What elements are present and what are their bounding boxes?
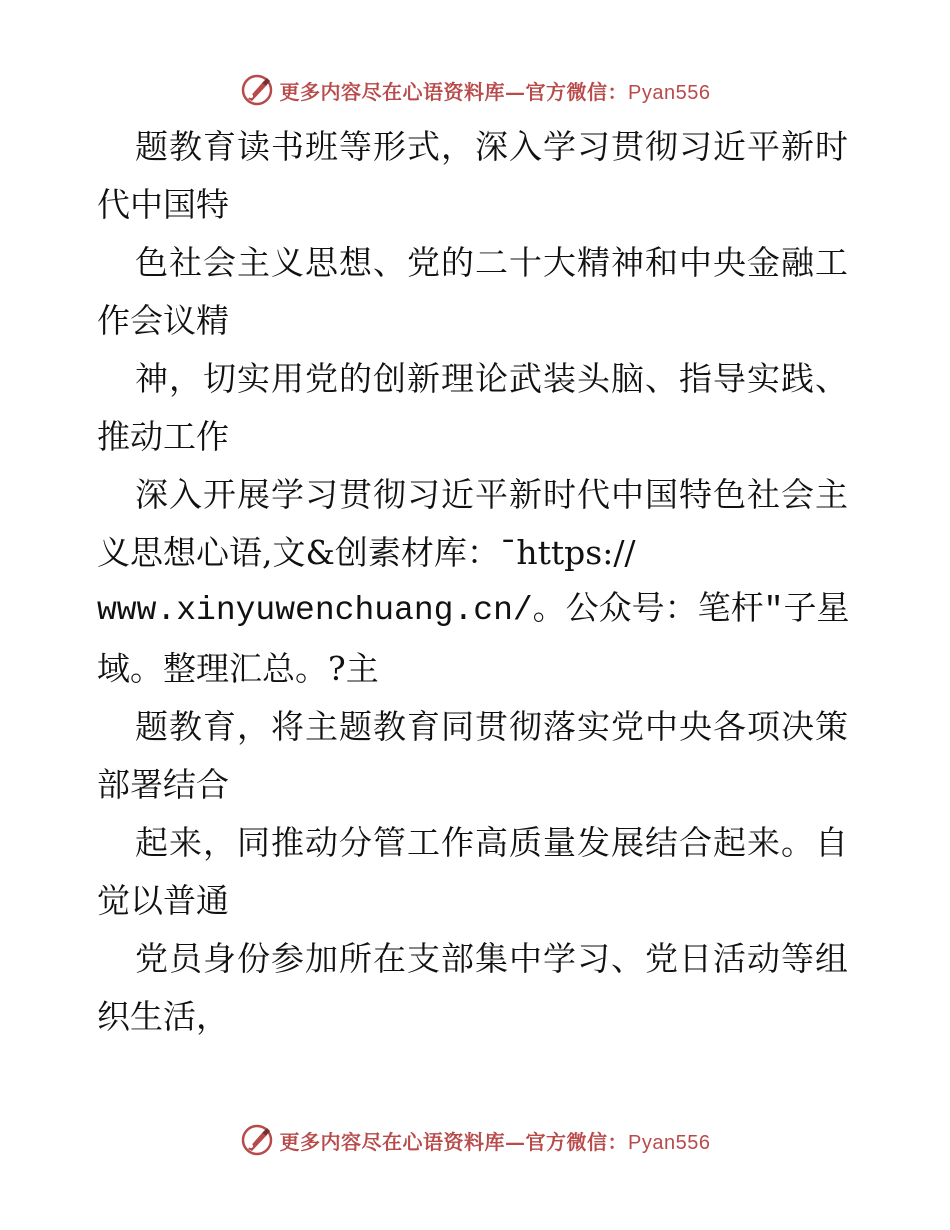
footer-banner-text — [280, 1126, 711, 1155]
text-line: 部署结合 — [97, 765, 229, 804]
footer-banner-wechat-label: 官方微信： — [525, 1129, 629, 1154]
footer-banner-separator: — — [505, 1129, 526, 1154]
pen-logo-icon — [240, 1123, 274, 1157]
text-line: 义思想心语,文&创素材库：¯https:// — [97, 533, 636, 572]
text-line: www.xinyuwenchuang.cn/。公众号：笔杆"子星 — [97, 592, 850, 629]
text-line: 色社会主义思想、党的二十大精神和中央金融工 — [135, 243, 849, 282]
pen-logo-icon — [240, 73, 274, 107]
text-line: 域。整理汇总。?主 — [97, 649, 379, 688]
text-line: 代中国特 — [97, 185, 229, 224]
footer-banner — [0, 1120, 950, 1160]
text-line: 题教育读书班等形式，深入学习贯彻习近平新时 — [135, 127, 849, 166]
header-banner-text — [280, 76, 711, 105]
header-banner-wechat-id: Pyan556 — [628, 81, 711, 104]
footer-banner-title: 更多内容尽在心语资料库 — [279, 1129, 506, 1154]
header-banner-title: 更多内容尽在心语资料库 — [279, 79, 506, 104]
text-line: 党员身份参加所在支部集中学习、党日活动等组 — [135, 939, 849, 978]
text-line: 起来，同推动分管工作高质量发展结合起来。自 — [135, 823, 849, 862]
text-line: 神，切实用党的创新理论武装头脑、指导实践、 — [135, 359, 849, 398]
text-line: 作会议精 — [97, 301, 229, 340]
header-banner — [0, 70, 950, 110]
header-banner-separator: — — [505, 79, 526, 104]
text-line: 织生活， — [97, 997, 229, 1036]
footer-banner-wechat-id: Pyan556 — [628, 1131, 711, 1154]
header-banner-wechat-label: 官方微信： — [525, 79, 629, 104]
text-line: 觉以普通 — [97, 881, 229, 920]
text-line: 深入开展学习贯彻习近平新时代中国特色社会主 — [135, 475, 849, 514]
body-text — [97, 118, 857, 1046]
text-line: 推动工作 — [97, 417, 229, 456]
text-line: 题教育，将主题教育同贯彻落实党中央各项决策 — [135, 707, 849, 746]
